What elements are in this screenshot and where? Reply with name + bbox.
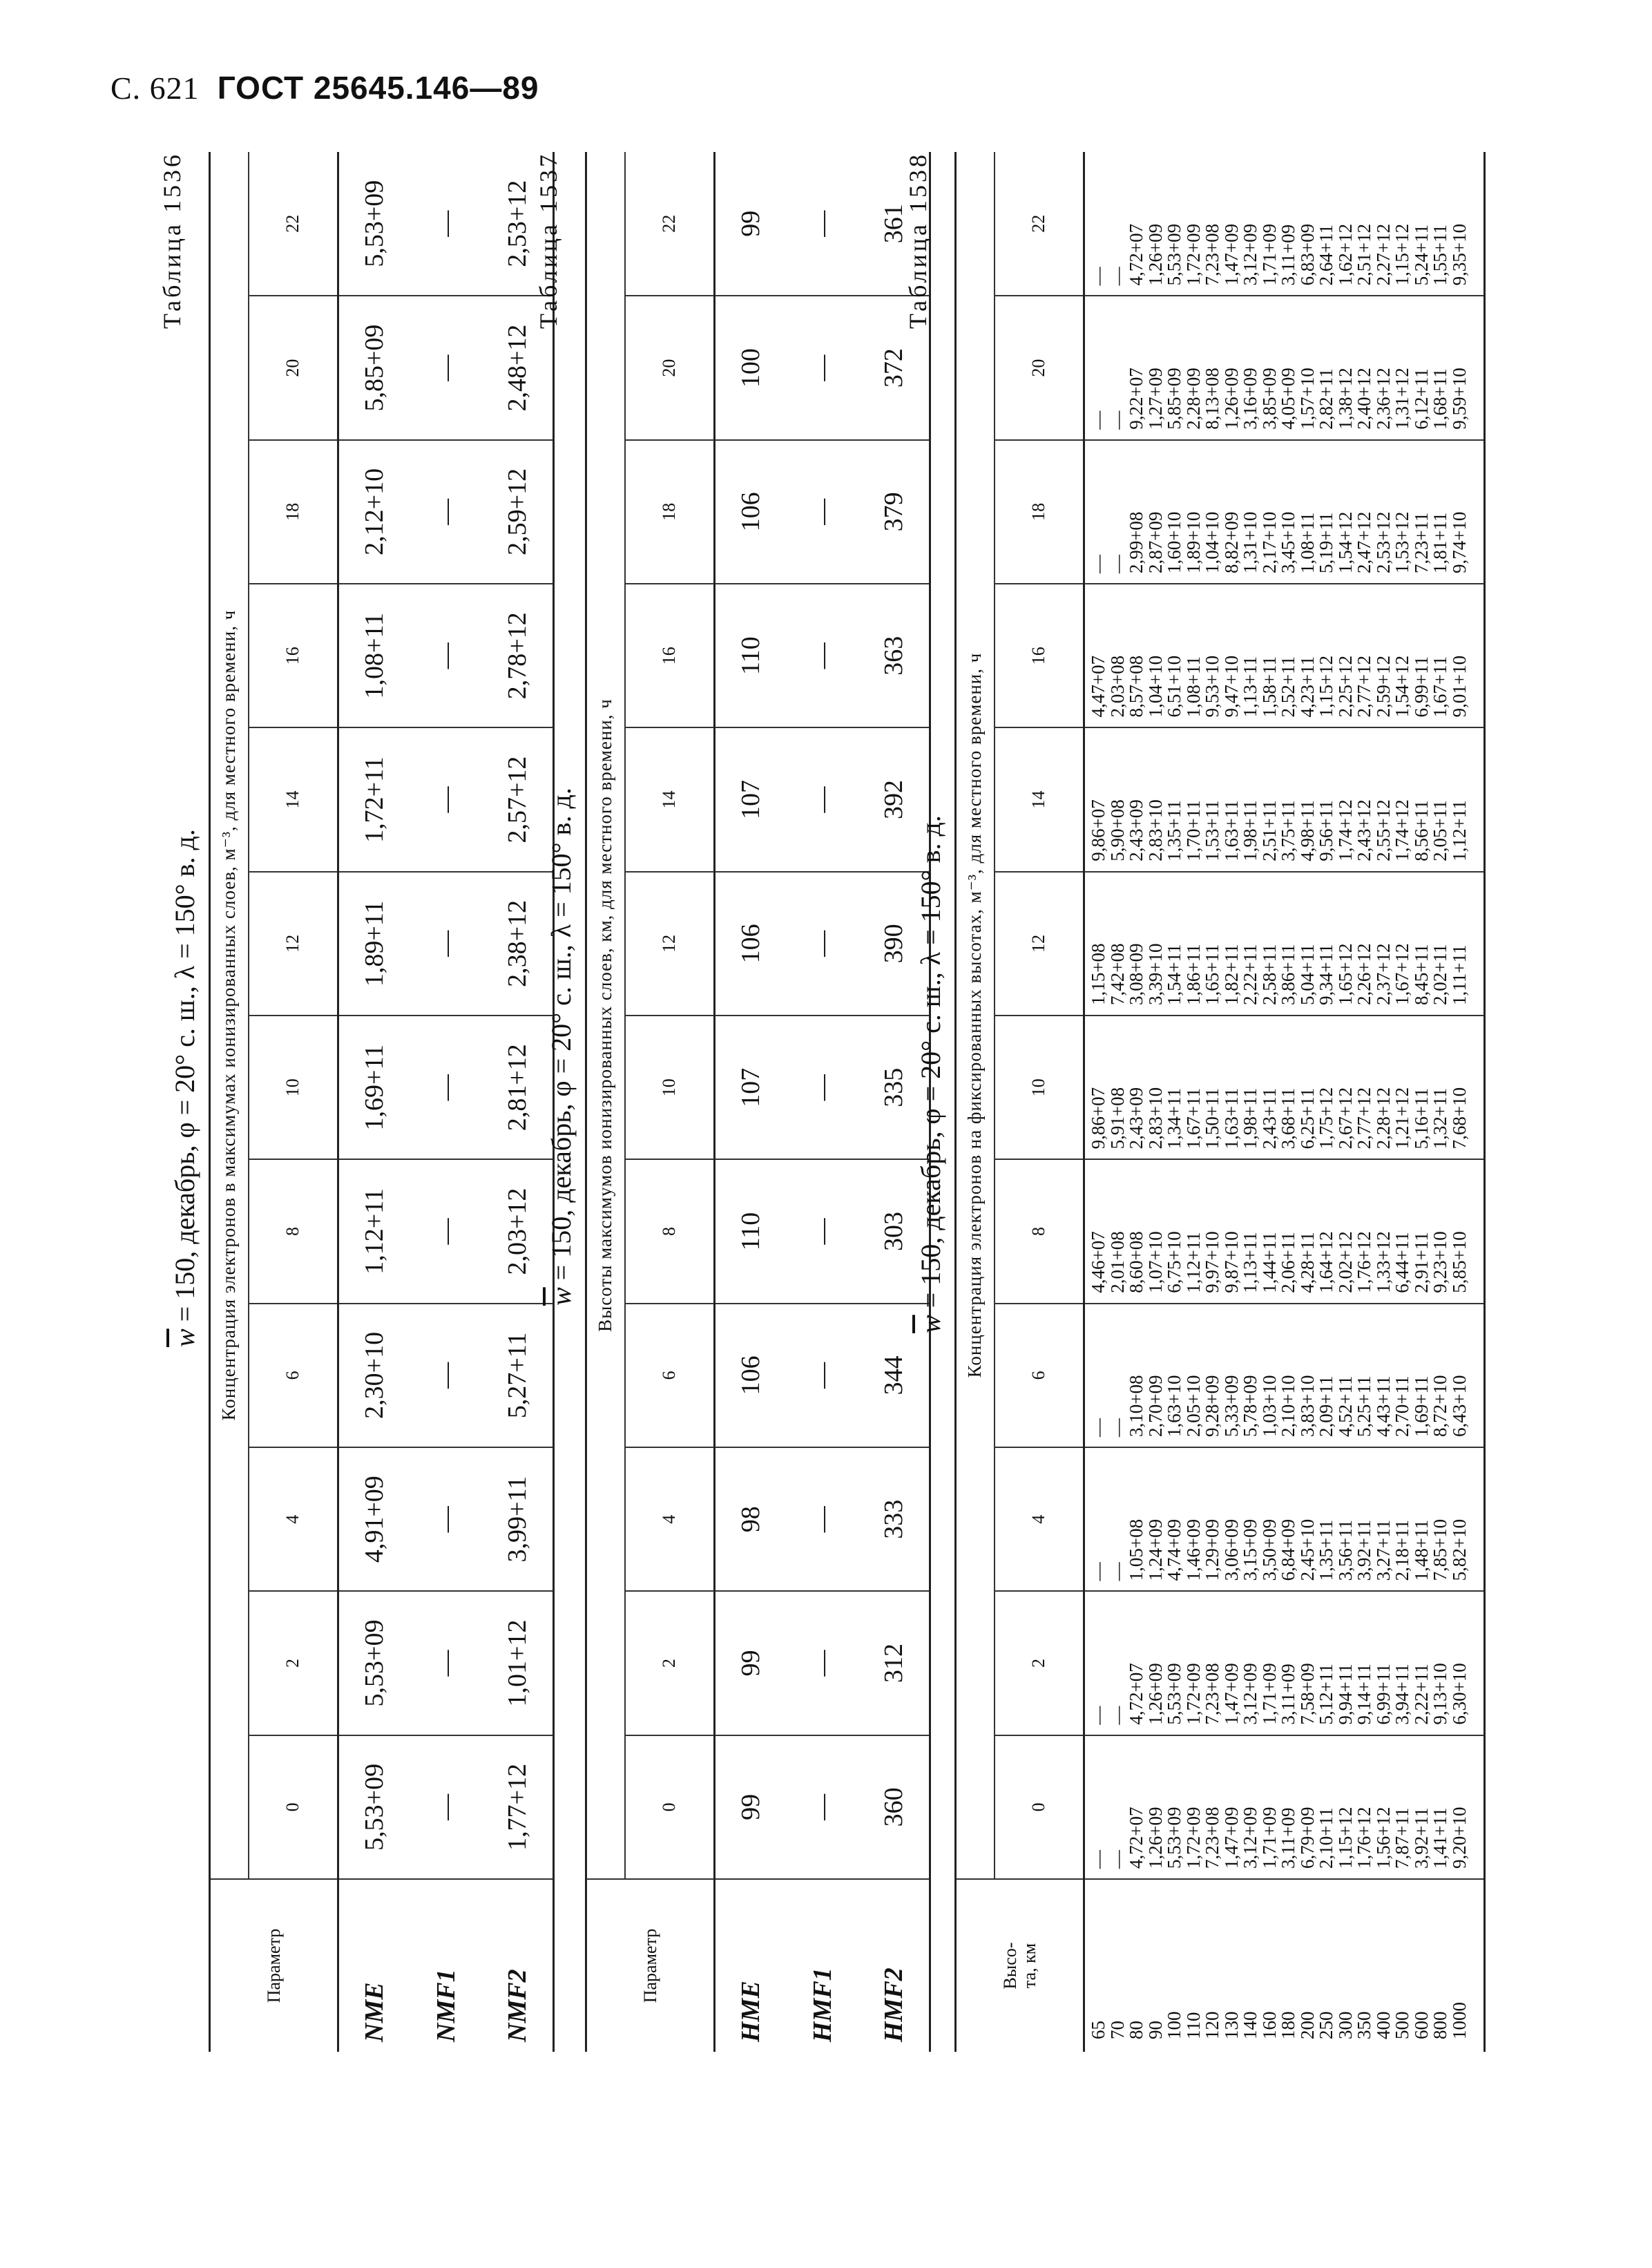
hour-header: 10 — [249, 1016, 338, 1159]
hour-header: 2 — [625, 1591, 715, 1735]
hour-header: 0 — [249, 1735, 338, 1879]
hour-header: 6 — [995, 1304, 1084, 1447]
table-cell: 98 — [715, 1447, 787, 1591]
value-column: — — 3,10+08 2,70+09 1,63+10 2,05+10 9,28+09 5,33+09 5,78+09 1,03+10 2,10+10 3,83+10 2,09+11 4,52+11 5,25+11 4,43+11 2,70+11 1,69+11 8,72+10 6,43+10 — [1084, 1304, 1485, 1447]
parameter-name: HMF1 — [787, 1879, 858, 2052]
table-cell: 303 — [858, 1159, 930, 1303]
height-header: Высо- та, км — [956, 1879, 1084, 2052]
table-cell: 5,27+11 — [482, 1304, 554, 1447]
table-cell: 363 — [858, 584, 930, 727]
table-1536-label: Таблица 1536 — [158, 152, 186, 329]
table-cell: 1,08+11 — [338, 584, 410, 727]
hour-header: 8 — [625, 1159, 715, 1303]
table-1538-subtitle: $\overline{w} = 150$, декабрь, φ = 20° с. ш., λ = 150° в. д. — [915, 815, 946, 1333]
table-1536-block — [158, 152, 532, 2052]
value-column: 4,46+07 2,01+08 8,60+08 1,07+10 6,75+10 1,12+11 9,97+10 9,87+10 1,13+11 1,44+11 2,06+11 4,28+11 1,64+12 2,02+12 1,76+12 1,33+12 6,44+11 2,91+11 9,23+10 5,85+10 — [1084, 1159, 1485, 1303]
span-header: Концентрация электронов в максимумах ионизированных слоев, м⁻³, для местного времени, ч — [210, 152, 249, 1879]
parameter-name: HME — [715, 1879, 787, 2052]
param-header: Параметр — [210, 1879, 338, 2052]
hour-header: 4 — [249, 1447, 338, 1591]
table-cell: 333 — [858, 1447, 930, 1591]
hour-header: 14 — [625, 727, 715, 871]
table-cell: — — [787, 152, 858, 296]
hour-header: 6 — [625, 1304, 715, 1447]
table-cell: 2,57+12 — [482, 727, 554, 871]
hour-header: 4 — [995, 1447, 1084, 1591]
table-cell: — — [787, 1016, 858, 1159]
table-cell: 99 — [715, 152, 787, 296]
table-cell: — — [410, 440, 482, 584]
table-cell: 2,78+12 — [482, 584, 554, 727]
param-header: Параметр — [586, 1879, 715, 2052]
table-cell: 106 — [715, 440, 787, 584]
hour-header: 20 — [249, 296, 338, 439]
table-cell: 1,89+11 — [338, 872, 410, 1016]
table-cell: 379 — [858, 440, 930, 584]
value-column: 4,47+07 2,03+08 8,57+08 1,04+10 6,51+10 1,08+11 9,53+10 9,47+10 1,13+11 1,58+11 2,52+11 4,23+11 1,15+12 2,25+12 2,77+12 2,59+12 1,54+12 6,99+11 1,67+11 9,01+10 — [1084, 584, 1485, 727]
table-cell: — — [787, 296, 858, 439]
hour-header: 10 — [625, 1016, 715, 1159]
value-column: 9,86+07 5,91+08 2,43+09 2,83+10 1,34+11 1,67+11 1,50+11 1,63+11 1,98+11 2,43+11 3,68+11 6,25+11 1,75+12 2,67+12 2,77+12 2,28+12 1,21+12 5,16+11 1,32+11 7,68+10 — [1084, 1016, 1485, 1159]
hour-header: 20 — [625, 296, 715, 439]
hour-header: 22 — [625, 152, 715, 296]
table-cell: — — [410, 872, 482, 1016]
table-cell: 106 — [715, 872, 787, 1016]
hour-header: 22 — [995, 152, 1084, 296]
table-cell: 106 — [715, 1304, 787, 1447]
value-column: — — 2,99+08 2,87+09 1,60+10 1,89+10 1,04+10 8,82+09 1,31+10 2,17+10 3,45+10 1,08+11 5,19+11 1,54+12 2,47+12 2,53+12 1,53+12 7,23+11 1,81+11 9,74+10 — [1084, 440, 1485, 584]
table-cell: 5,85+09 — [338, 296, 410, 439]
hour-header: 20 — [995, 296, 1084, 439]
table-cell: 5,53+09 — [360, 1763, 390, 1851]
hour-header: 10 — [995, 1016, 1084, 1159]
table-cell: — — [787, 1159, 858, 1303]
table-cell: 344 — [858, 1304, 930, 1447]
table-cell: — — [787, 727, 858, 871]
table-cell: — — [787, 1304, 858, 1447]
table-cell: 110 — [715, 1159, 787, 1303]
table-1538 — [954, 152, 1486, 2052]
table-cell: 2,38+12 — [482, 872, 554, 1016]
table-cell: 99 — [736, 1793, 766, 1820]
table-cell: 2,03+12 — [482, 1159, 554, 1303]
table-cell: — — [410, 1591, 482, 1735]
table-cell: 392 — [858, 727, 930, 871]
table-cell: 390 — [858, 872, 930, 1016]
table-cell: 3,99+11 — [482, 1447, 554, 1591]
value-column: — — 4,72+07 1,26+09 5,53+09 1,72+09 7,23+08 1,47+09 3,12+09 1,71+09 3,11+09 6,79+09 2,10+11 1,15+12 1,76+12 1,56+12 7,87+11 3,92+11 1,41+11 9,20+10 — [1084, 1735, 1485, 1879]
table-cell: 107 — [715, 1016, 787, 1159]
table-cell: — — [410, 296, 482, 439]
table-cell: — — [807, 1793, 837, 1820]
table-cell: 1,01+12 — [482, 1591, 554, 1735]
page-header — [111, 69, 539, 106]
hour-header: 14 — [995, 727, 1084, 871]
hour-header: 14 — [249, 727, 338, 871]
value-column: 9,86+07 5,90+08 2,43+09 2,83+10 1,35+11 1,70+11 1,53+11 1,63+11 1,98+11 2,51+11 3,75+11 4,98+11 9,56+11 1,74+12 2,43+12 2,55+12 1,74+12 8,56+11 2,05+11 1,12+11 — [1084, 727, 1485, 871]
parameter-name: NME — [338, 1879, 410, 2052]
table-1537 — [585, 152, 931, 2052]
hour-header: 6 — [249, 1304, 338, 1447]
span-header: Концентрация электронов на фиксированных высотах, м⁻³, для местного времени, ч — [956, 152, 995, 1879]
table-row — [787, 152, 858, 2052]
table-cell: 2,81+12 — [482, 1016, 554, 1159]
table-cell: 99 — [715, 1591, 787, 1735]
table-cell: 5,53+09 — [338, 152, 410, 296]
table-cell: — — [787, 440, 858, 584]
value-column: 1,15+08 7,42+08 3,08+09 3,39+10 1,54+11 1,86+11 1,65+11 1,82+11 2,22+11 2,58+11 3,86+11 5,04+11 9,34+11 1,65+12 2,26+12 2,37+12 1,67+12 8,45+11 2,02+11 1,11+11 — [1084, 872, 1485, 1016]
table-cell: 110 — [715, 584, 787, 727]
table-cell: — — [787, 584, 858, 727]
hour-header: 12 — [249, 872, 338, 1016]
hour-header: 16 — [995, 584, 1084, 727]
hour-header: 22 — [249, 152, 338, 296]
table-cell: 2,12+10 — [338, 440, 410, 584]
hour-header: 4 — [625, 1447, 715, 1591]
table-cell: 2,53+12 — [482, 152, 554, 296]
table-cell: — — [410, 152, 482, 296]
hour-header: 18 — [995, 440, 1084, 584]
hour-header: 0 — [995, 1735, 1084, 1879]
table-cell: 2,30+10 — [338, 1304, 410, 1447]
standard-number: ГОСТ 25645.146—89 — [217, 70, 539, 106]
hour-header: 16 — [625, 584, 715, 727]
table-1538-block — [904, 152, 1609, 2052]
table-cell: 100 — [715, 296, 787, 439]
table-cell: 1,72+11 — [338, 727, 410, 871]
table-row — [410, 152, 482, 2052]
hour-header: 2 — [995, 1591, 1084, 1735]
value-column: — — 9,22+07 1,27+09 5,85+09 2,28+09 8,13+08 1,26+09 3,16+09 3,85+09 4,05+09 1,57+10 2,82+11 1,38+12 2,40+12 2,36+12 1,31+12 6,12+11 1,68+11 9,59+10 — [1084, 296, 1485, 439]
table-1537-block — [535, 152, 908, 2052]
table-cell: — — [431, 1793, 461, 1820]
hour-header: 8 — [995, 1159, 1084, 1303]
table-cell: — — [787, 872, 858, 1016]
table-row — [338, 152, 410, 2052]
table-cell: — — [787, 1591, 858, 1735]
value-column: — — 4,72+07 1,26+09 5,53+09 1,72+09 7,23+08 1,47+09 3,12+09 1,71+09 3,11+09 6,83+09 2,64+11 1,62+12 2,51+12 2,27+12 1,15+12 5,24+11 1,55+11 9,35+10 — [1084, 152, 1485, 296]
parameter-name: HMF2 — [858, 1879, 930, 2052]
hour-header: 18 — [249, 440, 338, 584]
hour-header: 16 — [249, 584, 338, 727]
table-cell: 2,48+12 — [482, 296, 554, 439]
span-header: Высоты максимумов ионизированных слоев, км, для местного времени, ч — [586, 152, 625, 1879]
hour-header: 8 — [249, 1159, 338, 1303]
hour-header: 2 — [249, 1591, 338, 1735]
hour-header: 12 — [995, 872, 1084, 1016]
table-row — [715, 152, 787, 2052]
hour-header: 18 — [625, 440, 715, 584]
table-1537-subtitle: $\overline{w} = 150$, декабрь, φ = 20° с. ш., λ = 150° в. д. — [546, 788, 577, 1306]
table-cell: — — [787, 1447, 858, 1591]
table-cell: 1,69+11 — [338, 1016, 410, 1159]
table-1536 — [209, 152, 555, 2052]
table-cell: — — [410, 727, 482, 871]
parameter-name: NMF2 — [482, 1879, 554, 2052]
table-cell: 360 — [858, 1735, 930, 1879]
table-cell: — — [410, 1304, 482, 1447]
table-cell: 107 — [715, 727, 787, 871]
hour-header: 12 — [625, 872, 715, 1016]
table-cell: 1,12+11 — [338, 1159, 410, 1303]
table-cell: 4,91+09 — [338, 1447, 410, 1591]
table-cell: 335 — [858, 1016, 930, 1159]
table-1536-subtitle: $\overline{w} = 150$, декабрь, φ = 20° с. ш., λ = 150° в. д. — [169, 829, 200, 1347]
value-column: — — 4,72+07 1,26+09 5,53+09 1,72+09 7,23+08 1,47+09 3,12+09 1,71+09 3,11+09 7,58+09 5,12+11 9,94+11 9,14+11 6,99+11 3,94+11 2,22+11 9,13+10 6,30+10 — [1084, 1591, 1485, 1735]
value-column: — — 1,05+08 1,24+09 4,74+09 1,46+09 1,29+09 3,06+09 3,15+09 3,50+09 6,84+09 2,45+10 1,35+11 3,56+11 3,92+11 3,27+11 2,18+11 1,48+11 7,85+10 5,82+10 — [1084, 1447, 1485, 1591]
table-cell: — — [410, 1159, 482, 1303]
table-cell: 361 — [858, 152, 930, 296]
table-cell: 2,59+12 — [482, 440, 554, 584]
table-cell: 312 — [858, 1591, 930, 1735]
table-1537-label: Таблица 1537 — [535, 152, 562, 329]
page-number: С. 621 — [111, 70, 200, 106]
hour-header: 0 — [625, 1735, 715, 1879]
table-cell: — — [410, 1447, 482, 1591]
heights-column: 65 70 80 90 100 110 120 130 140 160 180 200 250 300 350 400 500 600 800 1000 — [1084, 1879, 1485, 2052]
table-cell: — — [410, 1016, 482, 1159]
table-cell: — — [410, 584, 482, 727]
table-cell: 1,77+12 — [482, 1735, 554, 1879]
parameter-name: NMF1 — [410, 1879, 482, 2052]
table-1538-label: Таблица 1538 — [904, 152, 932, 329]
table-cell: 372 — [858, 296, 930, 439]
table-cell: 5,53+09 — [338, 1591, 410, 1735]
